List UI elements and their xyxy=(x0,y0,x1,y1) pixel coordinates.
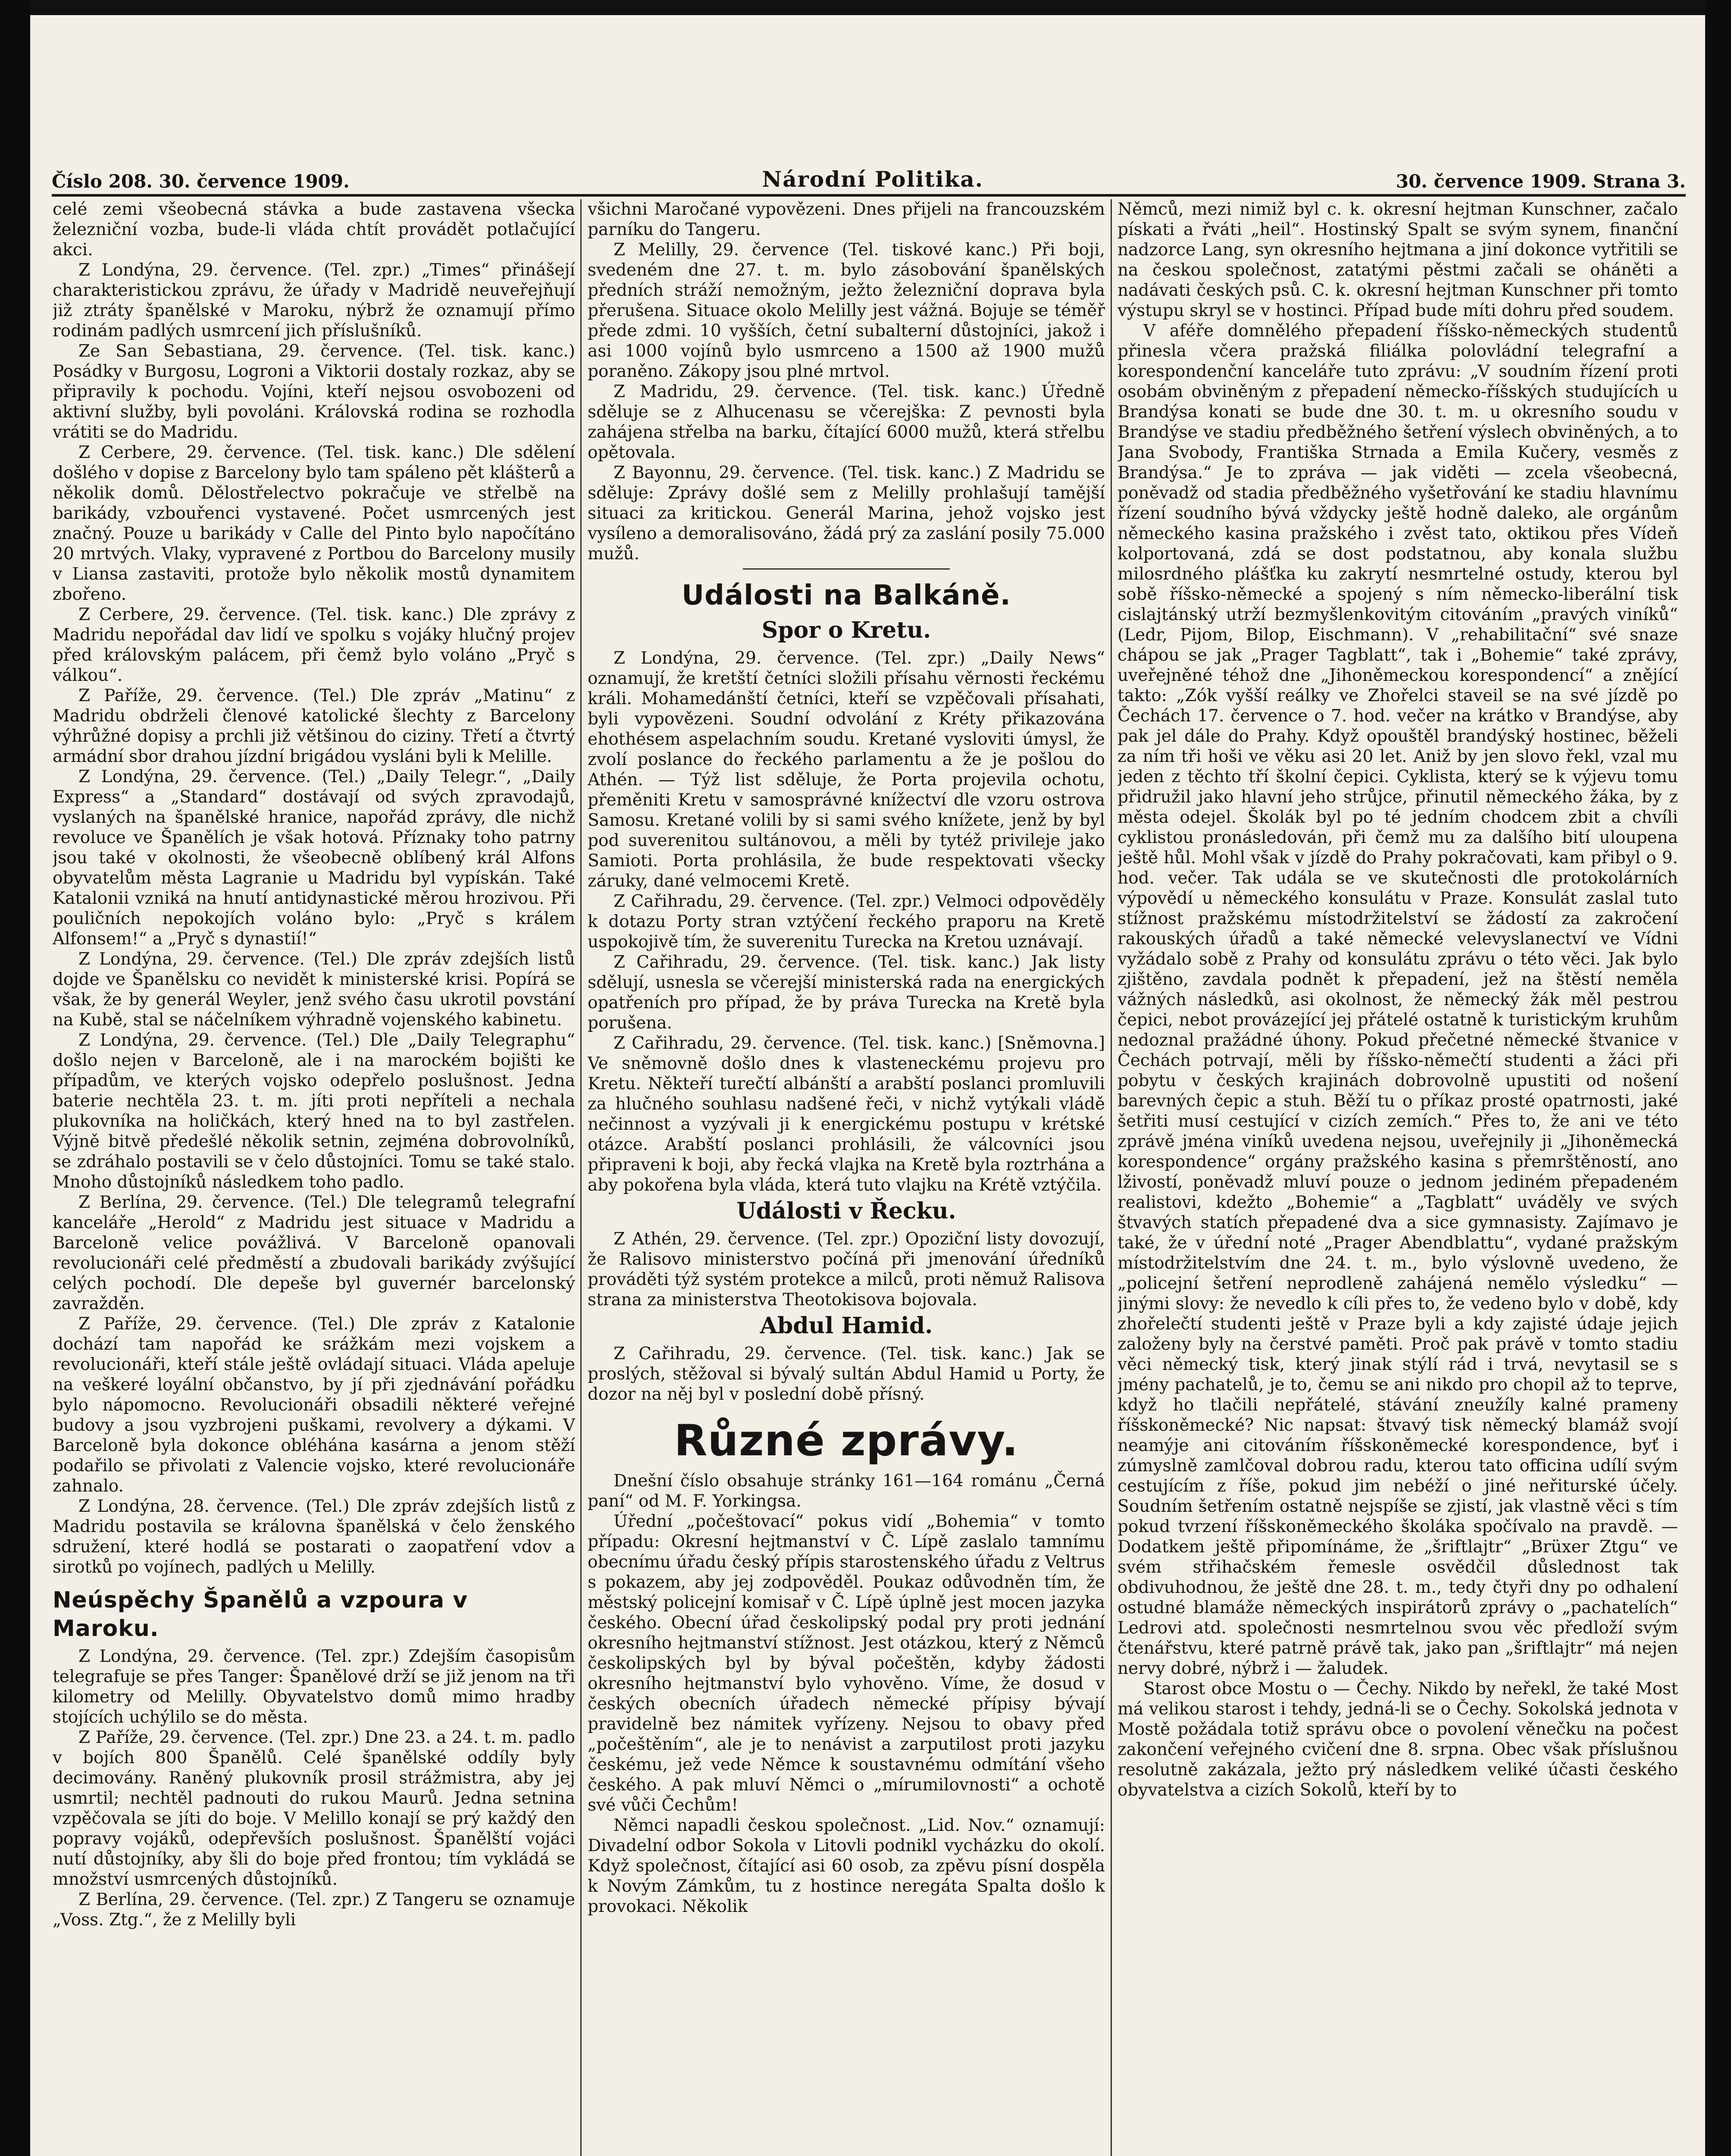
article-paragraph: Z Londýna, 29. července. (Tel.) Dle „Daily Telegraphu“ došlo nejen v Barceloně, ale i na marockém bojišti ke případům, ve kterých vojsko odepřelo poslušnost. Jedna baterie nechtěla 23. t. m. jíti proti nepříteli a nechala plukovníka na holičkách, který hned na to byl zastřelen. Výjně bitvě předešlé několik setnin, zejména dobrovolníků, se zdráhalo postavili se v čelo důstojníci. Tomu se také stalo. Mnoho důstojníků následkem toho padlo. xyxy=(53,1031,575,1192)
article-paragraph: Z Londýna, 29. července. (Tel.) Dle zpráv zdejších listů dojde ve Španělsku co nevidět k ministerské krisi. Popírá se však, že by generál Weyler, jenž svého času ukrotil povstání na Kubě, stal se náčelníkem výhradně vojenského kabinetu. xyxy=(53,950,575,1030)
article-paragraph: Z Berlína, 29. července. (Tel. zpr.) Z Tangeru se oznamuje „Voss. Ztg.“, že z Melilly byli xyxy=(53,1890,575,1930)
article-paragraph: celé zemi všeobecná stávka a bude zastavena všecka železniční vozba, bude-li vláda chtít provádět potlačující akci. xyxy=(53,200,575,260)
article-paragraph: Z Athén, 29. července. (Tel. zpr.) Opoziční listy dovozují, že Ralisovo ministerstvo počíná při jmenování úředníků prováděti týž systém protekce a milců, proti němuž Ralisova strana za ministerstva Theotokisova bojovala. xyxy=(588,1229,1105,1310)
issue-number: Číslo 208. 30. července 1909. xyxy=(52,171,350,192)
article-paragraph: Z Cařihradu, 29. července. (Tel. tisk. kanc.) Jak se proslých, stěžoval si bývalý sultán Abdul Hamid u Porty, že dozor na něj byl v poslední době přísný. xyxy=(588,1344,1105,1404)
section-rule xyxy=(743,568,950,570)
article-paragraph: Z Cerbere, 29. července. (Tel. tisk. kanc.) Dle zprávy z Madridu nepořádal dav lidí ve spolku s vojáky hlučný projev před královským palácem, při čemž bylo voláno „Pryč s válkou“. xyxy=(53,605,575,685)
header-rule xyxy=(52,194,1686,197)
article-paragraph: všichni Maročané vypovězeni. Dnes přijeli na francouzském parníku do Tangeru. xyxy=(588,200,1105,239)
article-paragraph: Z Londýna, 29. července. (Tel. zpr.) „Times“ přinášejí charakteristickou zprávu, že úřady v Madridě neuveřejňují již ztráty španělské v Maroku, nýbrž že oznamují přímo rodinám padlých usmrcení jich příslušníků. xyxy=(53,260,575,341)
section-subheading: Události v Řecku. xyxy=(736,1198,956,1224)
article-paragraph: Z Berlína, 29. července. (Tel.) Dle telegramů telegrafní kanceláře „Herold“ z Madridu jest situace v Madridu a Barceloně velice povážlivá. V Barceloně opanovali revolucionáři celé předměstí a zbudovali barikády zvýšující celých pochodí. Dle depeše byl guvernér barcelonský zavražděn. xyxy=(53,1193,575,1313)
article-paragraph: Z Cařihradu, 29. července. (Tel. tisk. kanc.) Jak listy sdělují, usnesla se včerejší ministerská rada na energických opatřeních pro případ, že by práva Turecka na Kretě byla porušena. xyxy=(588,953,1105,1033)
column-divider xyxy=(580,199,582,2156)
masthead-title: Národní Politika. xyxy=(762,166,984,192)
article-paragraph: Z Londýna, 28. července. (Tel.) Dle zpráv zdejších listů z Madridu postavila se královna španělská v čelo ženského sdružení, které hodlá se postarati o zaopatření vdov a sirotků po vojínech, padlých u Melilly. xyxy=(53,1497,575,1577)
section-heading: Různé zprávy. xyxy=(674,1415,1019,1466)
article-paragraph: Z Cařihradu, 29. července. (Tel. tisk. kanc.) [Sněmovna.] Ve sněmovně došlo dnes k vlasteneckému projevu pro Kretu. Někteří turečtí albánští a arabští poslanci promluvili za hlučného souhlasu nadšené řeči, v nichž vytýkali vládě nečinnost a vyzývali ji k energickému postupu v krétské otázce. Arabští poslanci prohlásili, že válcovníci jsou připraveni k boji, aby řecká vlajka na Kretě byla roztrhána a aby pokořena byla vláda, která tuto vlajku na Krétě vztýčila. xyxy=(588,1034,1105,1195)
article-paragraph: Ze San Sebastiana, 29. července. (Tel. tisk. kanc.) Posádky v Burgosu, Logroni a Viktorii dostaly rozkaz, aby se připravily k pochodu. Vojíni, kteří nejsou osvobozeni od aktivní služby, byli povoláni. Královská rodina se rozhodla vrátiti se do Madridu. xyxy=(53,342,575,442)
scan-border-right xyxy=(1705,0,1731,2156)
column-divider xyxy=(1111,199,1112,2156)
section-heading: Události na Balkáně. xyxy=(682,580,1011,611)
article-paragraph: Z Paříže, 29. července. (Tel.) Dle zpráv „Matinu“ z Madridu obdrželi členové katolické šlechty z Barcelony výhrůžné dopisy a prchli již většinou do ciziny. Třetí a čtvrtý armádní sbor drahou jízdní brigádou vysláni byli k Melille. xyxy=(53,686,575,766)
date-and-page: 30. července 1909. Strana 3. xyxy=(1396,171,1686,192)
article-paragraph: Dnešní číslo obsahuje stránky 161—164 románu „Černá paní“ od M. F. Yorkingsa. xyxy=(588,1471,1105,1511)
article-paragraph: Z Paříže, 29. července. (Tel. zpr.) Dne 23. a 24. t. m. padlo v bojích 800 Španělů. Celé španělské oddíly byly decimovány. Raněný plukovník prosil strážmistra, aby jej usmrtil; nechtěl padnouti do rukou Maurů. Jedna setnina vzpěčovala se jíti do boje. V Melillo konají se prý každý den popravy vojáků, odepřevších poslušnost. Španělští vojáci nutí důstojníky, aby šli do boje před frontou; tím vykládá se množství usmrcených důstojníků. xyxy=(53,1728,575,1889)
article-paragraph: Němců, mezi nimiž byl c. k. okresní hejtman Kunschner, začalo pískati a řváti „heil“. Hostinský Spalt se svým synem, finanční nadzorce Lang, syn okresního hejtmana a jiní dokonce vytřitili se na českou společnost, zatatými pěstmi začali se oháněti a nadávati českých psů. C. k. okresní hejtman Kunschner při tomto výstupu skryl se v hostinci. Případ bude míti dohru před soudem. xyxy=(1117,200,1678,320)
article-paragraph: Z Paříže, 29. července. (Tel.) Dle zpráv z Katalonie dochází tam napořád ke srážkám mezi vojskem a revolucionáři, kteří stále ještě ovládají situaci. Vláda apeluje na veškeré loyální občanstvo, by jí při zjednávání pořádku bylo nápomocno. Revolucionáři obsadili některé veřejné budovy a jsou vyzbrojeni puškami, revolvery a dýkami. V Barceloně byla dokonce obléhána kasárna a jenom stěží podařilo se přivolati z Valencie vojsko, které revolucionáře zahnalo. xyxy=(53,1314,575,1496)
article-paragraph: Z Londýna, 29. července. (Tel.) „Daily Telegr.“, „Daily Express“ a „Standard“ dostávají od svých zpravodajů, vyslaných na španělské hranice, napořád zprávy, dle nichž revoluce ve Španělích je však hotová. Příznaky toho patrny jsou také v okolnosti, že všeobecně oblíbený král Alfons obyvatelům města Lagranie u Madridu byl vypískán. Také Katalonii vzniká na hnutí antidynastické měrou hrozivou. Při pouličních nepokojích voláno bylo: „Pryč s králem Alfonsem!“ a „Pryč s dynastií!“ xyxy=(53,767,575,949)
page-header xyxy=(52,162,1686,192)
scan-border-left xyxy=(0,0,30,2156)
article-paragraph: V aféře domnělého přepadení říšsko-německých studentů přinesla včera pražská filiálka polovládní telegrafní a korespondenční kanceláře tuto zprávu: „V soudním řízení proti osobám obviněným z přepadení německo-říšských studujících u Brandýsa konati se bude dne 30. t. m. u okresního soudu v Brandýse ve stadiu předběžného šetření výslech obviněných, a to Jana Svobody, Františka Strnada a Emila Kučery, vesměs z Brandýsa.“ Je to zpráva — jak viděti — zcela všeobecná, poněvadž od stadia předběžného vyšetřování ke stadiu hlavnímu řízení soudního bývá vždycky ještě hodně daleko, ale orgánům německého kasina pražského i zvěst tato, oktikou přes Vídeň kolportovaná, zdá se dost podstatnou, aby konala službu milosrdného plášťka ku zakrytí nesmrtelné ostudy, kterou byl sobě říšsko-německé a spojený s ním německo-liberální tisk cislajtánský utrží bezmyšlenkovitým citováním „pravých viníků“ (Ledr, Pijom, Bilop, Eischmann). V „rehabilitační“ své snaze chápou se jak „Prager Tagblatt“, tak i „Bohemie“ také zprávy, uveřejněné téhož dne „Jihoněmeckou korespondencí“ a znějící takto: „Zók vyšší reálky ve Zhořelci staveil se na své jízdě po Čechách 17. července o 7. hod. večer na krátko v Brandýse, aby pak jel dále do Prahy. Když opouštěl brandýský hostinec, běželi za ním tři hoši ve věku asi 20 let. Aniž by jen slovo řekl, vzal mu jeden z těchto tří školní čepici. Cyklista, který se k výjevu tomu přidružil jako hlavní jeho strůjce, přinutil německého žáka, by z města odejel. Školák byl po té jedním chodcem zbit a chvíli cyklistou pronásledován, při čemž mu za dalšího bití uloupena ještě hůl. Mohl však v jízdě do Prahy pokračovati, kam přibyl o 9. hod. večer. Tak udála se ve skutečnosti dle protokolárních výpovědí u německého konsulátu v Praze. Konsulát zaslal tuto stížnost pražskému místodržitelství se žádostí za zakročení rakouských úřadů a také německé velevyslanectví ve Vídni vyžádalo sobě z Prahy od konsulátu zprávu o této věci. Jak bylo zjištěno, zavdala podnět k přepadení, jež na štěstí neměla vážných následků, asi okolnost, že německý žák měl pestrou čepici, nebot provázející jej přátelé ostatně k turistickým kruhům nedoznal pražádné úhony. Pokud přečetné německé štvanice v Čechách potrvají, měli by říšsko-němečtí studenti a žáci při pobytu v českých krajinách dobrovolně upustiti od nošení barevných čepic a stuh. Běží tu o příkaz prosté opatrnosti, jaké šetřiti musí cestující v cizích zemích.“ Přes to, že ani ve této zprávě jména viníků uvedena nejsou, uveřejnily ji „Jihoněmecká korespondence“ orgány pražského kasina s přemrštěností, ano lživostí, poněvadž mluví pouze o jednom jediném přepadeném realistovi, kdežto „Bohemie“ a „Tagblatt“ uváděly ve svých štvavých statích přepadené dva a sice gymnasisty. Zajímavo je také, že v úřední noté „Prager Abendblattu“, vydané pražským místodržitelstvím dne 24. t. m., bylo výslovně uvedeno, že „policejní šetření neprodleně zahájená nemělo výsledku“ — jinými slovy: že nevedlo k cíli přes to, že vedeno bylo v době, kdy zhořelečtí studenti ještě v Praze byli a kdy zajisté údaje jejich založeny byly na čerstvé paměti. Proč pak právě v tomto stadiu věci německý tisk, který jinak stýlí rád i trvá, nevytasil se s jmény pachatelů, je to, čemu se ani nikdo pro chopil až to teprve, když ho tlačili nepřátelé, stávání zneužíly kalné prameny říšskoněmecké? Nic napsat: štvavý tisk německý blamáž svojí neamýje ani citováním říšskoněmecké korespondence, byť i zúmyslně zamlčoval dobrou radu, kterou tato officina udílí svým cestujícím z říše, pokud jim nebéží o jiné neřiturské účely. Soudním šetřením ostatně nejspíše se zjistí, jak vlastně věci s tím pokud tvrzení říšskoněmeckého školáka spočívalo na pravdě. — Dodatkem ještě připomínáme, že „šriftlajtr“ „Brüxer Ztgu“ ve svém střihačském řemesle osvědčil důslednost tak obdivuhodnou, že ještě dne 28. t. m., tedy čtyři dny po odhalení ostudné blamáže německých inspirátorů zprávy o „pachatelích“ Ledrovi atd. společnosti nesmrtelnou svou věc předloží svým čtenářstvu, které patrně právě tak, jako pan „šriftlajtr“ má nejen nervy dobré, nýbrž i — žaludek. xyxy=(1117,321,1678,1678)
section-subheading: Spor o Kretu. xyxy=(761,617,931,643)
article-paragraph: Starost obce Mostu o — Čechy. Nikdo by neřekl, že také Most má velikou starost i tehdy, jedná-li se o Čechy. Sokolská jednota v Mostě požádala totiž správu obce o povolení věnečku na počest zakončení veřejného cvičení dne 8. srpna. Obec však příslušnou resolutně zakázala, ježto prý následkem veliké účasti českého obyvatelstva a cizích Sokolů, kteří by to xyxy=(1117,1679,1678,1800)
article-paragraph: Z Bayonnu, 29. července. (Tel. tisk. kanc.) Z Madridu se sděluje: Zprávy došlé sem z Melilly prohlašují tamější situaci za kritickou. Generál Marina, jehož vojsko jest vysíleno a demoralisováno, žádá prý za zaslání posily 75.000 mužů. xyxy=(588,463,1105,564)
article-paragraph: Z Cařihradu, 29. července. (Tel. zpr.) Velmoci odpověděly k dotazu Porty stran vztýčení řeckého praporu na Kretě uspokojivě tím, že suverenitu Turecka na Kretou uznávají. xyxy=(588,892,1105,952)
column-1 xyxy=(53,199,575,2156)
article-paragraph: Z Cerbere, 29. července. (Tel. tisk. kanc.) Dle sdělení došlého v dopise z Barcelony bylo tam spáleno pět klášterů a několik domů. Dělostřelectvo pokračuje ve střelbě na barikády, vzbouřenci vystavené. Počet usmrcených jest značný. Pouze u barikády v Calle del Pinto bylo napočítáno 20 mrtvých. Vlaky, vypravené z Portbou do Barcelony musily v Liansa zastaviti, protože bylo několik mostů dynamitem zbořeno. xyxy=(53,443,575,604)
column-2 xyxy=(588,199,1105,2156)
section-heading: Neúspěchy Španělů a vzpoura v Maroku. xyxy=(53,1587,468,1642)
section-subheading: Abdul Hamid. xyxy=(760,1313,933,1339)
scan-border-top xyxy=(0,0,1731,15)
column-3 xyxy=(1117,199,1678,2156)
article-paragraph: Z Londýna, 29. července. (Tel. zpr.) „Daily News“ oznamují, že kretští četníci složili přísahu věrnosti řeckému králi. Mohamedánští četníci, kteří se vzpěčovali přísahati, byli vypovězeni. Soudní odvolání z Kréty přikazována ehothésem aspelachním soudu. Kretané vysloviti úmysl, že zvolí poslance do řeckého parlamentu a že je pošlou do Athén. — Týž list sděluje, že Porta projevila ochotu, přeměniti Kretu v samosprávné knížectví dle vzoru ostrova Samosu. Kretané volili by si sami svého knížete, jenž by byl pod suverenitou sultánovou, a měli by tytéž privileje jako Samioti. Porta prohlásila, že bude respektovati všecky záruky, dané velmocemi Kretě. xyxy=(588,649,1105,891)
article-paragraph: Z Londýna, 29. července. (Tel. zpr.) Zdejším časopisům telegrafuje se přes Tanger: Španělové drží se již jenom na tři kilometry od Melilly. Obyvatelstvo domů mimo hradby stojících uchýlilo se do města. xyxy=(53,1647,575,1727)
article-paragraph: Z Melilly, 29. července (Tel. tiskové kanc.) Při boji, svedeném dne 27. t. m. bylo zásobování španělských předních stráží nemožným, ježto železniční doprava byla přerušena. Situace okolo Melilly jest vážná. Bojuje se téměř přede zdmi. 10 vyšších, četní subalterní důstojníci, jakož i asi 1000 vojínů bylo usmrceno a 1500 až 1900 mužů poraněno. Zákopy jsou plné mrtvol. xyxy=(588,240,1105,381)
article-paragraph: Němci napadli českou společnost. „Lid. Nov.“ oznamují: Divadelní odbor Sokola v Litovli podnikl vycházku do okolí. Když společnost, čítající asi 60 osob, za zpěvu písní dospěla k Novým Zámkům, tu z hostince neregáta Spalta došlo k provokaci. Několik xyxy=(588,1816,1105,1916)
article-paragraph: Z Madridu, 29. července. (Tel. tisk. kanc.) Úředně sděluje se z Alhucenasu se včerejška: Z pevnosti byla zahájena střelba na barku, čítající 6000 mužů, která střelbu opětovala. xyxy=(588,382,1105,462)
article-paragraph: Úřední „počeštovací“ pokus vidí „Bohemia“ v tomto případu: Okresní hejtmanství v Č. Lípě zaslalo tamnímu obecnímu úřadu český přípis starostenského úřadu z Veltrus s pokazem, aby jej zodpověděl. Poukaz odůvodněn tím, že městský policejní komisař v Č. Lípě úplně jest mocen jazyka českého. Obecní úřad českolipský podal pry proti jednání okresního hejtmanství stížnost. Jest otázkou, který z Němců českolipských byl by býval počeštěn, kdyby žádosti okresního hejtmanství bylo vyhověno. Víme, že dosud v českých obecních úřadech německé přípisy bývají pravidelně bez námitek vyřízeny. Nejsou to obavy před „počeštěním“, ale je to nenávist a zarputilost proti jazyku českému, jež vede Němce k soustavnému odmítání všeho českého. A pak mluví Němci o „mírumilovnosti“ a ochotě své vůči Čechům! xyxy=(588,1512,1105,1815)
